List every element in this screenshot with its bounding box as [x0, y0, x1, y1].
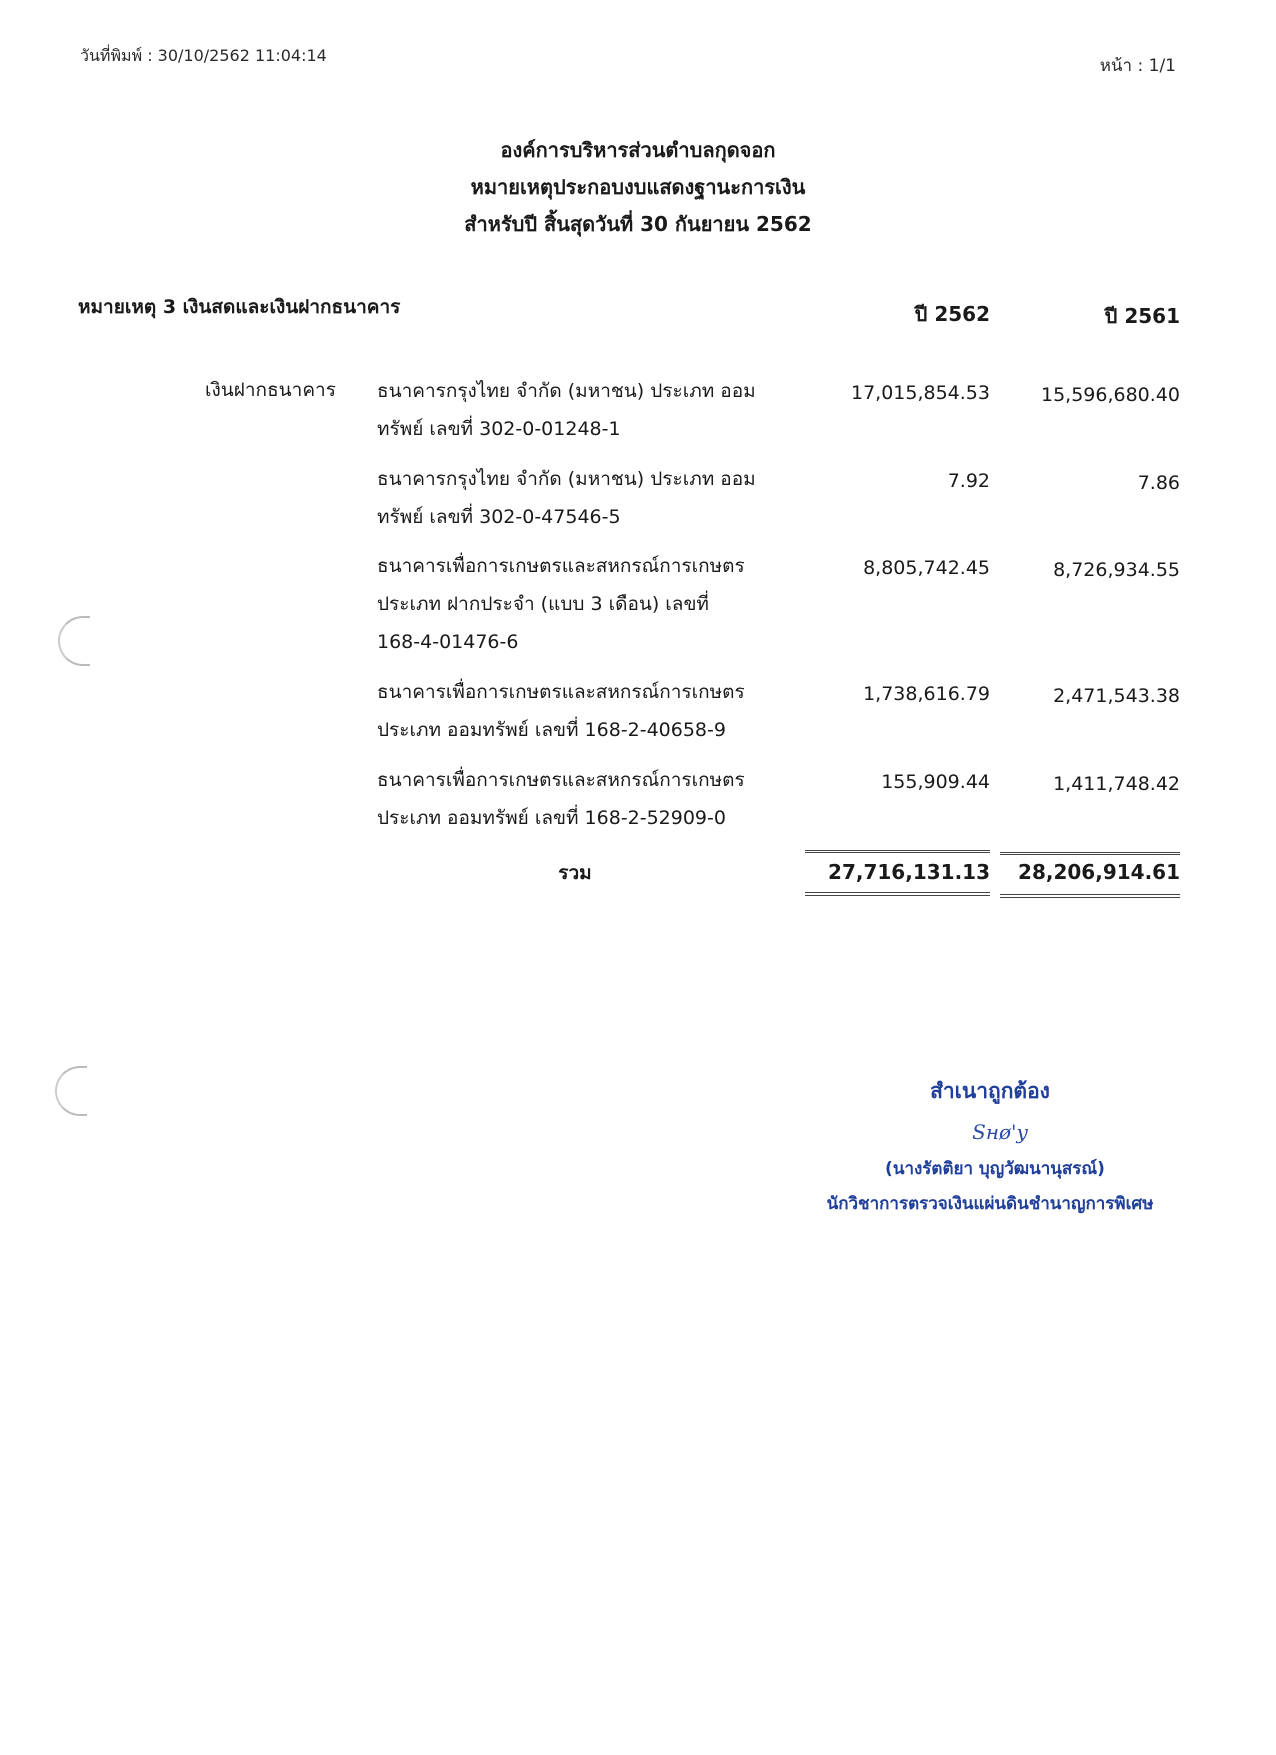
organization-title: องค์การบริหารส่วนตำบลกุดจอก — [500, 138, 776, 162]
total-value-2561: 28,206,914.61 — [1018, 860, 1180, 884]
table-row — [377, 761, 777, 837]
category-label: เงินฝากธนาคาร — [205, 379, 336, 401]
row-description-line: ธนาคารเพื่อการเกษตรและสหกรณ์การเกษตร — [377, 769, 745, 791]
print-date: วันที่พิมพ์ : 30/10/2562 11:04:14 — [80, 46, 327, 65]
punch-hole — [55, 1066, 87, 1116]
row-value-2561: 15,596,680.40 — [1040, 384, 1180, 406]
row-description-line: ธนาคารกรุงไทย จำกัด (มหาชน) ประเภท ออม — [377, 468, 756, 490]
punch-hole — [58, 616, 90, 666]
row-value-2562: 7.92 — [947, 470, 990, 492]
certified-copy-stamp: สำเนาถูกต้อง — [930, 1079, 1050, 1103]
row-value-2562: 8,805,742.45 — [863, 557, 990, 579]
row-description-line: ธนาคารเพื่อการเกษตรและสหกรณ์การเกษตร — [377, 681, 745, 703]
row-description-line: ประเภท ฝากประจำ (แบบ 3 เดือน) เลขที่ — [377, 593, 709, 615]
row-value-2561: 8,726,934.55 — [1053, 559, 1180, 581]
signer-name: (นางรัตติยา บุญวัฒนานุสรณ์) — [885, 1159, 1105, 1179]
total-value-2562: 27,716,131.13 — [828, 860, 990, 884]
table-row — [377, 460, 777, 536]
row-description-line: ประเภท ออมทรัพย์ เลขที่ 168-2-52909-0 — [377, 807, 726, 829]
table-row — [377, 372, 777, 448]
table-row — [377, 673, 777, 749]
row-value-2561: 2,471,543.38 — [1053, 685, 1180, 707]
row-value-2561: 1,411,748.42 — [1053, 773, 1180, 795]
total-top-rule-2561 — [1000, 852, 1180, 855]
document-title: หมายเหตุประกอบงบแสดงฐานะการเงิน — [470, 175, 806, 199]
row-description-line: ประเภท ออมทรัพย์ เลขที่ 168-2-40658-9 — [377, 719, 726, 741]
total-label: รวม — [558, 862, 592, 884]
row-description-line: ธนาคารเพื่อการเกษตรและสหกรณ์การเกษตร — [377, 555, 745, 577]
row-value-2561: 7.86 — [1137, 472, 1180, 494]
total-bottom-rule-2562 — [805, 892, 990, 896]
row-description-line: ธนาคารกรุงไทย จำกัด (มหาชน) ประเภท ออม — [377, 380, 756, 402]
note-title: หมายเหตุ 3 เงินสดและเงินฝากธนาคาร — [78, 296, 401, 318]
row-description-line: ทรัพย์ เลขที่ 302-0-01248-1 — [377, 418, 621, 440]
column-header-2562: ปี 2562 — [914, 302, 990, 326]
column-header-2561: ปี 2561 — [1104, 304, 1180, 328]
row-value-2562: 1,738,616.79 — [863, 683, 990, 705]
total-bottom-rule-2561 — [1000, 894, 1180, 898]
row-description-line: 168-4-01476-6 — [377, 631, 519, 653]
period-title: สำหรับปี สิ้นสุดวันที่ 30 กันยายน 2562 — [464, 212, 812, 236]
signer-position: นักวิชาการตรวจเงินแผ่นดินชำนาญการพิเศษ — [826, 1194, 1154, 1214]
total-top-rule-2562 — [805, 850, 990, 853]
page-number: หน้า : 1/1 — [1099, 56, 1176, 76]
row-description-line: ทรัพย์ เลขที่ 302-0-47546-5 — [377, 506, 621, 528]
row-value-2562: 155,909.44 — [881, 771, 990, 793]
signature: Sнø'y — [972, 1120, 1028, 1144]
row-value-2562: 17,015,854.53 — [850, 382, 990, 404]
table-row — [377, 547, 777, 661]
